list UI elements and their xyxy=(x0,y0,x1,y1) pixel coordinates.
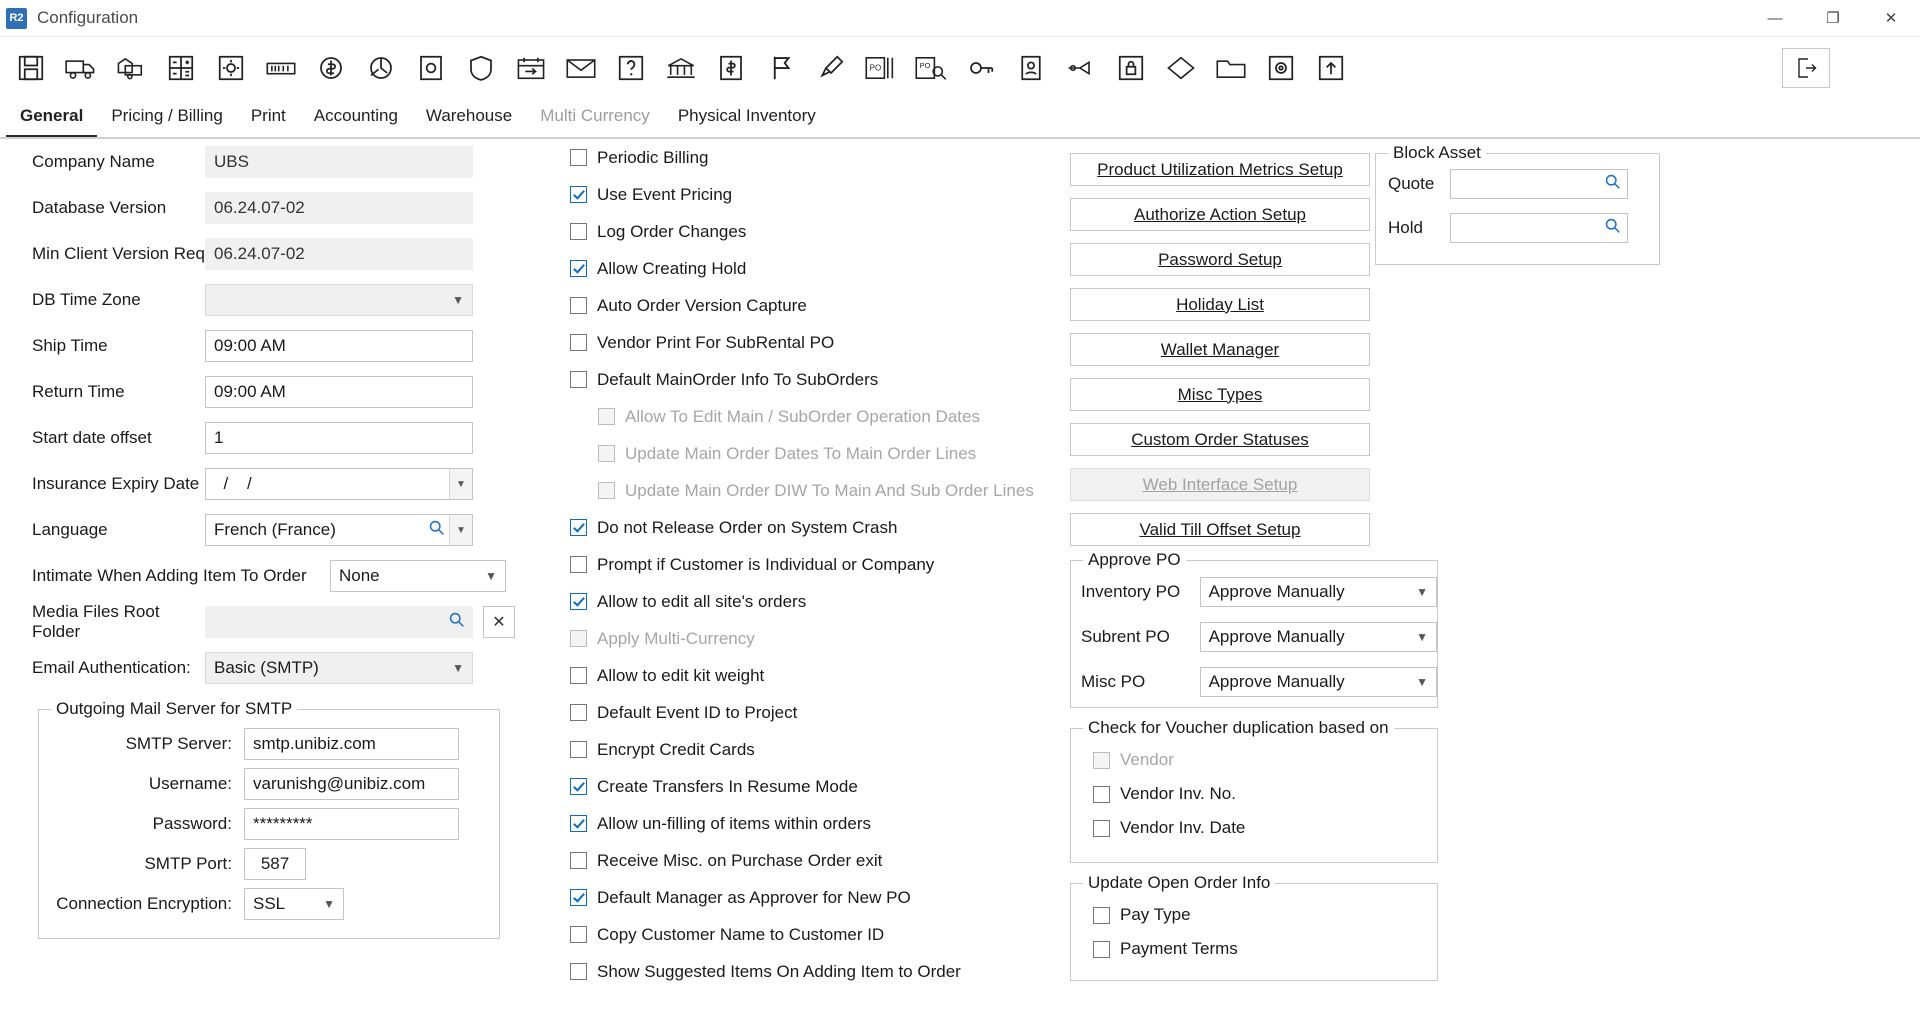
checkbox-box[interactable] xyxy=(570,519,587,536)
checkbox-label: Prompt if Customer is Individual or Company xyxy=(597,554,935,574)
printer-delivery-icon[interactable] xyxy=(108,45,154,91)
checkbox-encrypt-credit-cards[interactable] xyxy=(570,731,1070,768)
checkbox-label: Apply Multi-Currency xyxy=(597,628,755,648)
checkbox-label: Show Suggested Items On Adding Item to Order xyxy=(597,961,961,981)
field-return-time xyxy=(0,369,540,415)
tab-physical-inventory[interactable]: Physical Inventory xyxy=(677,106,816,125)
misc-types-button[interactable]: Misc Types xyxy=(1070,378,1370,411)
checkbox-update-main-order-dates-to-main-order-lines xyxy=(570,435,1070,472)
update-open-order-group xyxy=(1070,873,1438,981)
checkbox-vendor-print-for-subrental-po[interactable] xyxy=(570,324,1070,361)
block-asset-quote-label: Quote xyxy=(1388,174,1435,193)
field-min-client-version xyxy=(0,231,540,277)
exit-icon[interactable] xyxy=(1782,48,1830,88)
checkbox-label: Log Order Changes xyxy=(597,221,747,241)
checkbox-allow-un-filling-of-items[interactable] xyxy=(570,805,1070,842)
checkbox-box[interactable] xyxy=(1093,786,1110,803)
field-subrent-po xyxy=(1071,614,1437,659)
database-version-label: Database Version xyxy=(32,198,167,217)
min-client-version-label: Min Client Version Req xyxy=(32,244,205,263)
checkbox-box[interactable] xyxy=(1093,941,1110,958)
smtp-group xyxy=(38,699,500,939)
field-smtp-server xyxy=(39,724,499,764)
media-root-input[interactable] xyxy=(205,606,473,638)
checkbox-box[interactable] xyxy=(570,593,587,610)
checkbox-show-suggested-items[interactable] xyxy=(570,953,1070,990)
field-ship-time xyxy=(0,323,540,369)
db-time-zone-label: DB Time Zone xyxy=(32,290,141,309)
window-controls xyxy=(1746,0,1920,36)
svg-text:PO: PO xyxy=(919,61,931,70)
key-icon[interactable] xyxy=(958,45,1004,91)
save-icon[interactable] xyxy=(8,45,54,91)
database-version-input xyxy=(205,192,473,224)
inventory-po-label: Inventory PO xyxy=(1081,581,1181,601)
subrent-po-value: Approve Manually xyxy=(1208,626,1345,646)
chevron-down-icon: ▼ xyxy=(323,897,335,911)
checkbox-prompt-if-customer-individual-or-company[interactable] xyxy=(570,546,1070,583)
chevron-down-icon: ▼ xyxy=(485,569,497,583)
minimize-button[interactable]: — xyxy=(1767,9,1783,27)
tab-accounting[interactable]: Accounting xyxy=(313,106,398,125)
tab-multi-currency: Multi Currency xyxy=(540,106,650,125)
currency-gear-icon[interactable] xyxy=(308,45,354,91)
checkbox-box[interactable] xyxy=(570,667,587,684)
folder-open-icon[interactable] xyxy=(1208,45,1254,91)
chevron-down-icon: ▼ xyxy=(452,293,464,307)
checkbox-label: Update Main Order DIW To Main And Sub Order Lines xyxy=(625,480,1034,500)
checkbox-label: Default MainOrder Info To SubOrders xyxy=(597,369,879,389)
checkbox-allow-creating-hold[interactable] xyxy=(570,250,1070,287)
checkbox-box xyxy=(1093,752,1110,769)
smtp-port-label: SMTP Port: xyxy=(144,854,232,873)
connection-encryption-value: SSL xyxy=(253,894,286,913)
block-asset-group xyxy=(1375,143,1660,265)
checkbox-box[interactable] xyxy=(570,704,587,721)
checkbox-box[interactable] xyxy=(1093,820,1110,837)
svg-text:PO: PO xyxy=(869,63,882,73)
chevron-down-icon: ▼ xyxy=(1416,584,1428,599)
checkbox-label: Allow to edit all site's orders xyxy=(597,591,807,611)
return-time-label: Return Time xyxy=(32,382,125,401)
gear-circle-icon[interactable] xyxy=(1258,45,1304,91)
checkbox-label: Update Main Order Dates To Main Order Lines xyxy=(625,443,977,463)
field-smtp-password xyxy=(39,804,499,844)
field-database-version xyxy=(0,185,540,231)
search-icon[interactable] xyxy=(1604,217,1621,239)
po-search-icon[interactable] xyxy=(908,45,954,91)
checkbox-voucher-vendor-inv-date[interactable] xyxy=(1093,811,1437,845)
checkbox-label: Payment Terms xyxy=(1120,939,1238,958)
checkbox-default-event-id-to-project[interactable] xyxy=(570,694,1070,731)
field-smtp-port xyxy=(39,844,499,884)
misc-po-value: Approve Manually xyxy=(1208,671,1345,691)
checkbox-voucher-vendor-inv-no[interactable] xyxy=(1093,777,1437,811)
checkbox-label: Allow to edit kit weight xyxy=(597,665,765,685)
date-dropdown-button[interactable]: ▼ xyxy=(449,469,472,499)
chart-analysis-icon[interactable] xyxy=(358,45,404,91)
field-connection-encryption xyxy=(39,884,499,924)
checkbox-box[interactable] xyxy=(570,371,587,388)
insurance-expiry-date-input[interactable] xyxy=(205,468,473,500)
checkbox-box xyxy=(598,408,615,425)
checkbox-label: Pay Type xyxy=(1120,905,1191,924)
field-start-date-offset xyxy=(0,415,540,461)
field-media-files-root-folder xyxy=(0,599,540,645)
block-asset-hold-label: Hold xyxy=(1388,218,1423,237)
checkbox-label: Encrypt Credit Cards xyxy=(597,739,755,759)
checkbox-label: Vendor Inv. Date xyxy=(1120,818,1246,837)
checkbox-box[interactable] xyxy=(570,889,587,906)
checkbox-update-main-order-diw xyxy=(570,472,1070,509)
checkbox-log-order-changes[interactable] xyxy=(570,213,1070,250)
tab-bar xyxy=(0,100,1920,139)
checkbox-box[interactable] xyxy=(570,149,587,166)
money-bill-icon[interactable] xyxy=(708,45,754,91)
insurance-expiry-date-label: Insurance Expiry Date xyxy=(32,474,200,493)
smtp-username-input[interactable] xyxy=(244,768,459,800)
checkbox-receive-misc-on-po-exit[interactable] xyxy=(570,842,1070,879)
upload-icon[interactable] xyxy=(1308,45,1354,91)
inventory-po-value: Approve Manually xyxy=(1208,581,1345,601)
checkbox-allow-edit-all-sites-orders[interactable] xyxy=(570,583,1070,620)
settings-gear-icon[interactable] xyxy=(208,45,254,91)
bank-icon[interactable] xyxy=(658,45,704,91)
search-icon[interactable] xyxy=(448,611,465,633)
id-card-icon[interactable] xyxy=(1008,45,1054,91)
return-time-input[interactable] xyxy=(205,376,473,408)
ship-time-input[interactable] xyxy=(205,330,473,362)
language-label: Language xyxy=(32,520,108,539)
checkbox-box[interactable] xyxy=(570,556,587,573)
misc-po-select[interactable] xyxy=(1200,667,1437,697)
checkbox-box[interactable] xyxy=(570,741,587,758)
company-name-input[interactable] xyxy=(205,146,473,178)
title-bar xyxy=(0,0,1920,37)
help-icon[interactable] xyxy=(608,45,654,91)
email-auth-label: Email Authentication: xyxy=(32,658,191,677)
connection-encryption-label: Connection Encryption: xyxy=(56,894,232,913)
clipboard-check-icon[interactable] xyxy=(408,45,454,91)
checkbox-box[interactable] xyxy=(570,186,587,203)
checkbox-voucher-vendor xyxy=(1093,743,1437,777)
smtp-group-legend: Outgoing Mail Server for SMTP xyxy=(51,699,297,719)
close-button[interactable]: ✕ xyxy=(1884,10,1898,27)
checkbox-periodic-billing[interactable] xyxy=(570,139,1070,176)
search-icon[interactable] xyxy=(1604,173,1621,195)
intimate-label: Intimate When Adding Item To Order xyxy=(32,566,307,585)
checkbox-label: Receive Misc. on Purchase Order exit xyxy=(597,850,883,870)
main-toolbar xyxy=(0,37,1920,100)
block-asset-hold-input[interactable] xyxy=(1450,213,1628,243)
language-dropdown-button[interactable]: ▼ xyxy=(449,515,472,545)
holiday-list-button[interactable]: Holiday List xyxy=(1070,288,1370,321)
db-time-zone-select[interactable] xyxy=(205,284,473,316)
checkbox-label: Do not Release Order on System Crash xyxy=(597,517,898,537)
voucher-duplication-group xyxy=(1070,718,1438,863)
po-list-icon[interactable] xyxy=(858,45,904,91)
envelope-icon[interactable] xyxy=(558,45,604,91)
checkbox-box xyxy=(598,445,615,462)
field-misc-po xyxy=(1071,659,1437,704)
custom-order-statuses-button[interactable]: Custom Order Statuses xyxy=(1070,423,1370,456)
checkbox-label: Allow To Edit Main / SubOrder Operation Dates xyxy=(625,406,980,426)
start-date-offset-input[interactable] xyxy=(205,422,473,454)
general-settings-panel xyxy=(0,139,540,939)
checkbox-payment-terms[interactable] xyxy=(1093,932,1437,966)
smtp-password-input[interactable] xyxy=(244,808,459,840)
checkbox-label: Default Manager as Approver for New PO xyxy=(597,887,911,907)
lock-icon[interactable] xyxy=(1108,45,1154,91)
checkbox-box[interactable] xyxy=(570,778,587,795)
subrent-po-select[interactable] xyxy=(1200,622,1437,652)
configuration-body xyxy=(0,139,1920,1017)
checkbox-box xyxy=(598,482,615,499)
checkbox-box[interactable] xyxy=(570,260,587,277)
checkbox-label: Default Event ID to Project xyxy=(597,702,798,722)
checkbox-use-event-pricing[interactable] xyxy=(570,176,1070,213)
checkbox-pay-type[interactable] xyxy=(1093,898,1437,932)
subrent-po-label: Subrent PO xyxy=(1081,626,1170,646)
checkbox-default-manager-as-approver[interactable] xyxy=(570,879,1070,916)
checkbox-box xyxy=(570,630,587,647)
checkbox-box[interactable] xyxy=(570,334,587,351)
field-inventory-po xyxy=(1071,569,1437,614)
field-db-time-zone xyxy=(0,277,540,323)
approve-po-legend: Approve PO xyxy=(1083,550,1186,570)
checkbox-label: Create Transfers In Resume Mode xyxy=(597,776,858,796)
window-title: Configuration xyxy=(37,8,139,27)
product-utilization-metrics-setup-button[interactable]: Product Utilization Metrics Setup xyxy=(1070,153,1370,186)
smtp-port-input[interactable] xyxy=(244,848,306,880)
paint-brush-icon[interactable] xyxy=(808,45,854,91)
tab-underline xyxy=(0,137,1920,138)
voucher-duplication-legend: Check for Voucher duplication based on xyxy=(1083,718,1394,738)
smtp-server-input[interactable] xyxy=(244,728,459,760)
smtp-password-label: Password: xyxy=(152,814,232,833)
checkbox-box[interactable] xyxy=(570,815,587,832)
search-icon[interactable] xyxy=(428,519,445,541)
checkbox-label: Periodic Billing xyxy=(597,147,709,167)
email-auth-value: Basic (SMTP) xyxy=(214,658,319,677)
tab-warehouse[interactable]: Warehouse xyxy=(425,106,513,125)
checkbox-copy-customer-name-to-customer-id[interactable] xyxy=(570,916,1070,953)
checkbox-create-transfers-in-resume-mode[interactable] xyxy=(570,768,1070,805)
checkbox-label: Auto Order Version Capture xyxy=(597,295,807,315)
start-date-offset-label: Start date offset xyxy=(32,428,152,447)
block-asset-legend: Block Asset xyxy=(1388,143,1486,163)
tab-pricing-billing[interactable]: Pricing / Billing xyxy=(111,106,223,125)
connection-encryption-select[interactable] xyxy=(244,888,344,920)
price-tag-icon[interactable] xyxy=(1058,45,1104,91)
tab-general[interactable]: General xyxy=(6,100,97,138)
checkbox-apply-multi-currency xyxy=(570,620,1070,657)
ship-time-label: Ship Time xyxy=(32,336,108,355)
misc-po-label: Misc PO xyxy=(1081,671,1146,691)
company-name-label: Company Name xyxy=(32,152,155,171)
wallet-manager-button[interactable]: Wallet Manager xyxy=(1070,333,1370,366)
checkbox-box[interactable] xyxy=(570,297,587,314)
checkbox-label: Vendor Print For SubRental PO xyxy=(597,332,835,352)
field-intimate-when-adding-item xyxy=(0,553,540,599)
checkbox-label: Use Event Pricing xyxy=(597,184,733,204)
smtp-username-label: Username: xyxy=(148,774,232,793)
options-checkbox-panel xyxy=(570,139,1070,990)
field-block-asset-hold xyxy=(1376,206,1659,250)
checkbox-box[interactable] xyxy=(570,926,587,943)
password-setup-button[interactable]: Password Setup xyxy=(1070,243,1370,276)
approve-po-group xyxy=(1070,550,1438,708)
checkbox-allow-edit-main-suborder-operation-dates xyxy=(570,398,1070,435)
authorize-action-setup-button[interactable]: Authorize Action Setup xyxy=(1070,198,1370,231)
field-language xyxy=(0,507,540,553)
chevron-down-icon: ▼ xyxy=(1416,674,1428,689)
maximize-button[interactable]: ❐ xyxy=(1826,10,1840,27)
diamond-icon[interactable] xyxy=(1158,45,1204,91)
field-smtp-username xyxy=(39,764,499,804)
update-open-order-legend: Update Open Order Info xyxy=(1083,873,1275,893)
checkbox-box[interactable] xyxy=(570,852,587,869)
checkbox-box[interactable] xyxy=(570,963,587,980)
field-company-name xyxy=(0,139,540,185)
field-email-authentication xyxy=(0,645,540,691)
checkbox-label: Vendor Inv. No. xyxy=(1120,784,1236,803)
chevron-down-icon: ▼ xyxy=(1416,629,1428,644)
shield-icon[interactable] xyxy=(458,45,504,91)
media-root-label: Media Files Root Folder xyxy=(32,602,160,641)
checkbox-default-mainorder-info-to-suborders[interactable] xyxy=(570,361,1070,398)
web-interface-setup-button: Web Interface Setup xyxy=(1070,468,1370,501)
inventory-po-select[interactable] xyxy=(1200,577,1437,607)
valid-till-offset-setup-button[interactable]: Valid Till Offset Setup xyxy=(1070,513,1370,546)
checkbox-auto-order-version-capture[interactable] xyxy=(570,287,1070,324)
clear-media-root-button[interactable]: ✕ xyxy=(483,606,515,638)
checkbox-allow-edit-kit-weight[interactable] xyxy=(570,657,1070,694)
checkbox-label: Vendor xyxy=(1120,750,1174,769)
email-auth-select[interactable] xyxy=(205,652,473,684)
calendar-transfer-icon[interactable] xyxy=(508,45,554,91)
app-logo: R2 xyxy=(6,8,27,29)
checkbox-box[interactable] xyxy=(570,223,587,240)
checkbox-box[interactable] xyxy=(1093,907,1110,924)
intimate-select[interactable] xyxy=(330,560,506,592)
intimate-value: None xyxy=(339,566,380,585)
checkbox-label: Allow Creating Hold xyxy=(597,258,747,278)
block-asset-quote-input[interactable] xyxy=(1450,169,1628,199)
smtp-server-label: SMTP Server: xyxy=(125,734,232,753)
calculator-icon[interactable] xyxy=(158,45,204,91)
checkbox-do-not-release-order-on-system-crash[interactable] xyxy=(570,509,1070,546)
checkbox-label: Allow un-filling of items within orders xyxy=(597,813,871,833)
tab-print[interactable]: Print xyxy=(250,106,286,125)
checkbox-label: Copy Customer Name to Customer ID xyxy=(597,924,885,944)
chevron-down-icon: ▼ xyxy=(452,661,464,675)
field-block-asset-quote xyxy=(1376,162,1659,206)
flag-icon[interactable] xyxy=(758,45,804,91)
setup-buttons-panel xyxy=(1070,139,1530,981)
barcode-icon[interactable] xyxy=(258,45,304,91)
field-insurance-expiry-date xyxy=(0,461,540,507)
min-client-version-input xyxy=(205,238,473,270)
truck-icon[interactable] xyxy=(58,45,104,91)
